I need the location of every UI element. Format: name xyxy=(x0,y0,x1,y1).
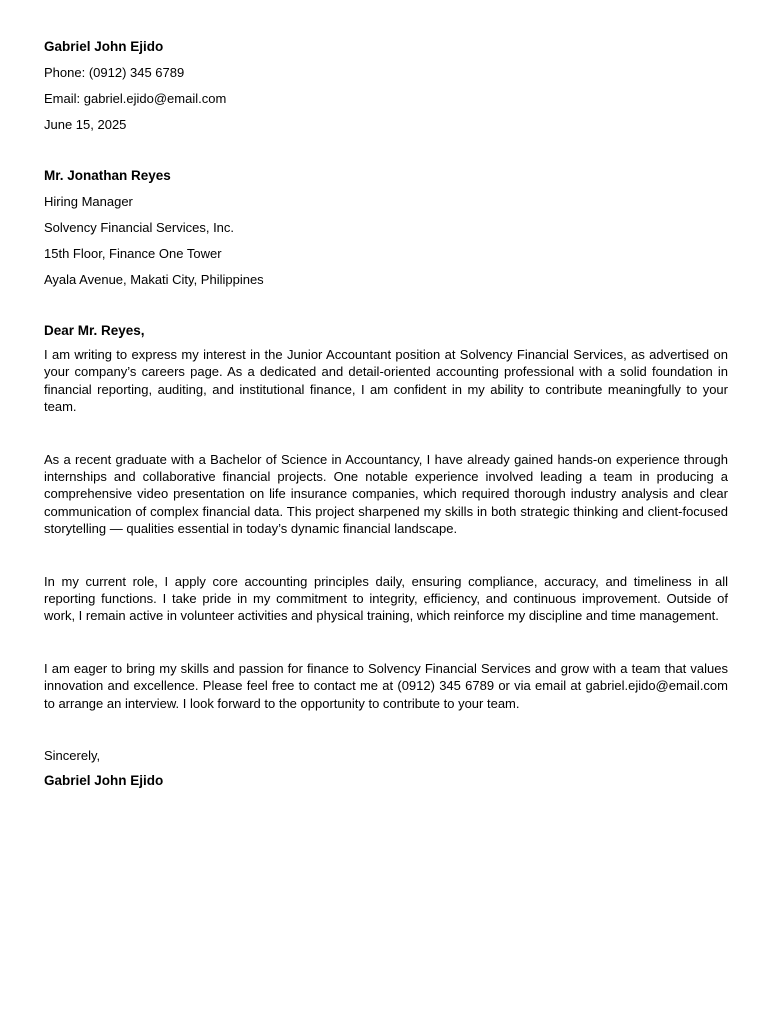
letter-body xyxy=(44,346,728,712)
sender-email: Email: gabriel.ejido@email.com xyxy=(44,91,227,106)
sender-block xyxy=(44,38,728,133)
sender-phone: Phone: (0912) 345 6789 xyxy=(44,65,185,80)
recipient-title: Hiring Manager xyxy=(44,194,133,209)
salutation: Dear Mr. Reyes, xyxy=(44,323,145,338)
letter-date: June 15, 2025 xyxy=(44,117,127,132)
recipient-address-line-2: Ayala Avenue, Makati City, Philippines xyxy=(44,272,264,287)
body-paragraph-2: As a recent graduate with a Bachelor of Science in Accountancy, I have already gained hands-on experience through internships and collaborative financial projects. One notable experience involved leading a team in producing a comprehensive video presentation on life insurance companies, which required thorough industry analysis and clear communication of complex financial data. This project sharpened my skills in both strategic thinking and client-focused storytelling — qualities essential in today’s dynamic financial landscape. xyxy=(44,451,728,537)
body-paragraph-4: I am eager to bring my skills and passion for finance to Solvency Financial Services and grow with a team that values innovation and excellence. Please feel free to contact me at (0912) 345 6789 or via email at gabriel.ejido@email.com to arrange an interview. I look forward to the opportunity to contribute to your team. xyxy=(44,660,728,711)
recipient-name: Mr. Jonathan Reyes xyxy=(44,168,171,183)
body-paragraph-1: I am writing to express my interest in the Junior Accountant position at Solvency Financial Services, as advertised on your company’s careers page. As a dedicated and detail-oriented accounting professional with a solid foundation in financial reporting, auditing, and institutional finance, I am confident in my ability to contribute meaningfully to your team. xyxy=(44,347,728,415)
signature-name: Gabriel John Ejido xyxy=(44,773,164,789)
closing: Sincerely, xyxy=(44,748,101,764)
sender-name: Gabriel John Ejido xyxy=(44,39,164,54)
recipient-address-line-1: 15th Floor, Finance One Tower xyxy=(44,246,222,261)
recipient-company: Solvency Financial Services, Inc. xyxy=(44,220,235,235)
recipient-block xyxy=(44,167,728,288)
body-paragraph-3: In my current role, I apply core accounting principles daily, ensuring compliance, accuracy, and timeliness in all reporting functions. I take pride in my commitment to integrity, efficiency, and continuous improvement. Outside of work, I remain active in volunteer activities and physical training, which reinforce my discipline and time management. xyxy=(44,573,728,624)
